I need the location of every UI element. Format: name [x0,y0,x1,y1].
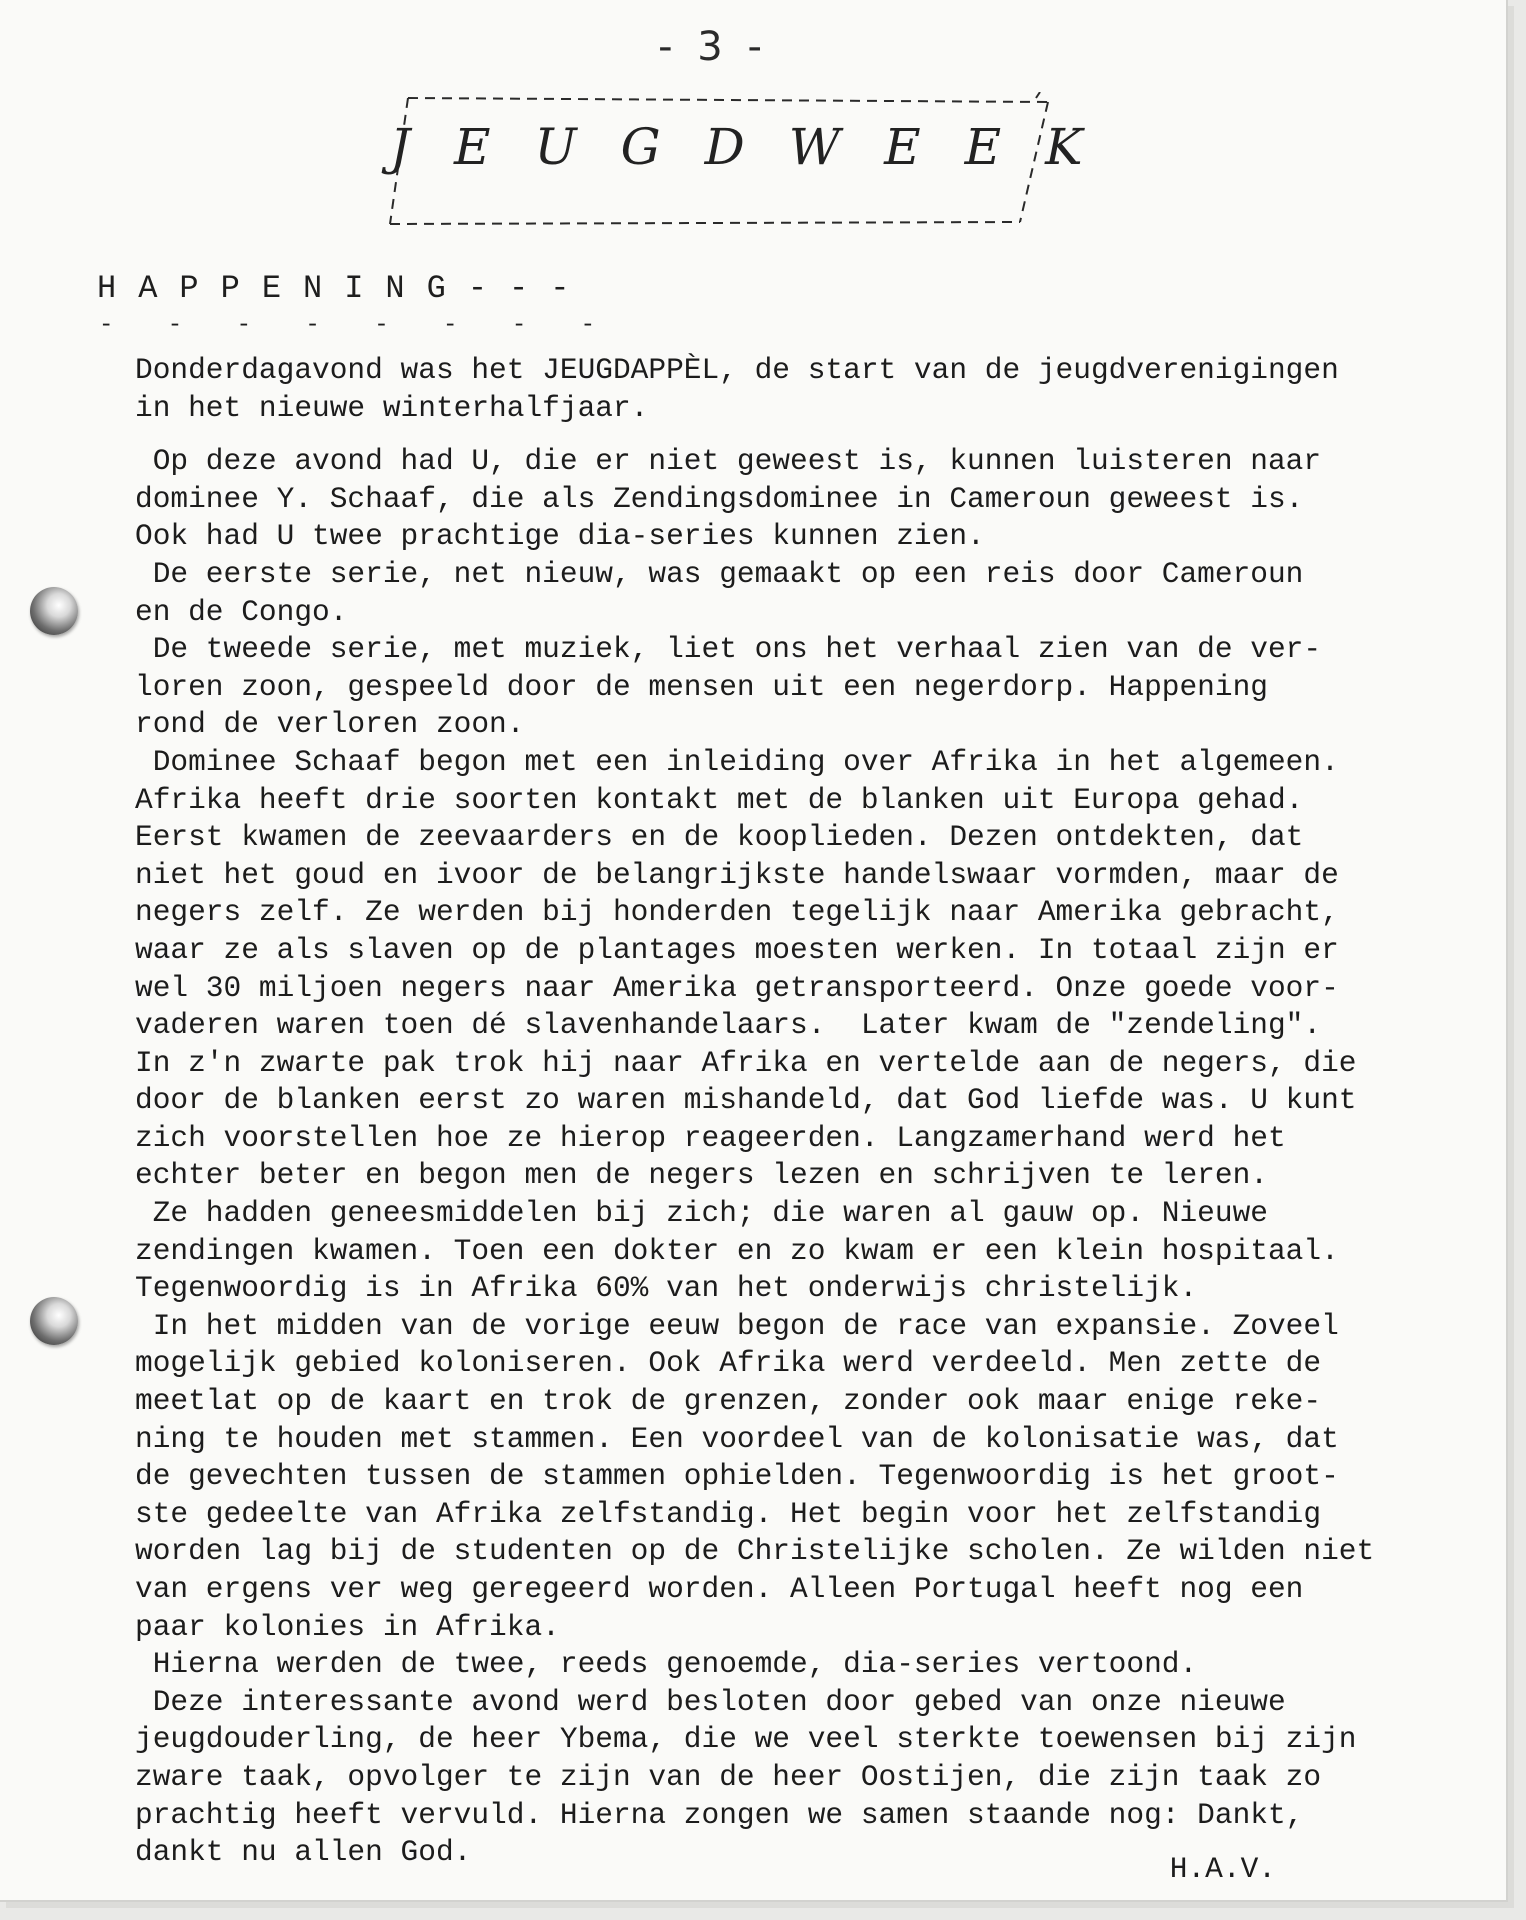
text-line: echter beter en begon men de negers lezen en schrijven te leren. [135,1158,1268,1193]
text-line: paar kolonies in Afrika. [135,1609,560,1644]
text-line: in het nieuwe winterhalfjaar. [135,390,649,425]
text-line: dankt nu allen God. [135,1835,472,1870]
text-line: In z'n zwarte pak trok hij naar Afrika en vertelde aan de negers, die [135,1045,1357,1080]
text-line: In het midden van de vorige eeuw begon de race van expansie. Zoveel [135,1308,1339,1343]
text-line: zware taak, opvolger te zijn van de heer Oostijen, die zijn taak zo [135,1759,1322,1794]
heading-underline: - - - - - - - - [99,312,616,339]
punch-hole [30,587,78,635]
text-line: van ergens ver weg geregeerd worden. Alleen Portugal heeft nog een [135,1572,1304,1606]
text-line: prachtig heeft vervuld. Hierna zongen we samen staande nog: Dankt, [135,1797,1304,1832]
text-line: worden lag bij de studenten op de Christelijke scholen. Ze wilden niet [135,1534,1375,1569]
section-heading: HAPPENING--- [97,270,592,307]
text-line: Ze hadden geneesmiddelen bij zich; die waren al gauw op. Nieuwe [135,1196,1268,1231]
text-line: en de Congo. [135,594,348,629]
paragraph [135,556,1435,631]
text-line: wel 30 miljoen negers naar Amerika getransporteerd. Onze goede voor- [135,970,1339,1005]
text-line: zich voorstellen hoe ze hierop reageerden. Langzamerhand werd het [135,1120,1286,1155]
text-line: Donderdagavond was het JEUGDAPPÈL, de start van de jeugdverenigingen [135,353,1339,387]
text-line: Hierna werden de twee, reeds genoemde, dia-series vertoond. [135,1647,1198,1682]
article-body [135,352,1435,1872]
text-line: ning te houden met stammen. Een voordeel van de kolonisatie was, dat [135,1421,1339,1456]
text-line: waar ze als slaven op de plantages moesten werken. In totaal zijn er [135,932,1339,967]
paragraph [135,631,1435,744]
text-line: Op deze avond had U, die er niet geweest is, kunnen luisteren naar [135,444,1322,479]
text-line: de gevechten tussen de stammen ophielden. Tegenwoordig is het groot- [135,1459,1339,1494]
text-line: loren zoon, gespeeld door de mensen uit een negerdorp. Happening [135,669,1268,704]
text-line: vaderen waren toen dé slavenhandelaars. Later kwam de "zendeling". [135,1008,1322,1043]
text-line: Deze interessante avond werd besloten door gebed van onze nieuwe [135,1684,1286,1719]
paragraph [135,1646,1435,1684]
text-line: De tweede serie, met muziek, liet ons het verhaal zien van de ver- [135,632,1322,667]
paragraph [135,1308,1435,1646]
text-line: mogelijk gebied koloniseren. Ook Afrika werd verdeeld. Men zette de [135,1346,1322,1381]
text-line: ste gedeelte van Afrika zelfstandig. Het begin voor het zelfstandig [135,1496,1322,1531]
text-line: Eerst kwamen de zeevaarders en de kooplieden. Dezen ontdekten, dat [135,820,1304,855]
paragraph [135,1195,1435,1308]
paragraph [135,744,1435,1195]
text-line: Ook had U twee prachtige dia-series kunnen zien. [135,519,985,554]
text-line: zendingen kwamen. Toen een dokter en zo kwam er een klein hospitaal. [135,1233,1339,1268]
paragraph [135,352,1435,427]
text-line: jeugdouderling, de heer Ybema, die we veel sterkte toewensen bij zijn [135,1722,1357,1757]
title-frame [360,92,1127,227]
text-line: De eerste serie, net nieuw, was gemaakt op een reis door Cameroun [135,556,1304,591]
text-line: negers zelf. Ze werden bij honderden tegelijk naar Amerika gebracht, [135,895,1339,930]
punch-hole [30,1297,78,1345]
paragraph [135,443,1435,556]
text-line: Dominee Schaaf begon met een inleiding over Afrika in het algemeen. [135,744,1339,779]
text-line: niet het goud en ivoor de belangrijkste handelswaar vormden, maar de [135,857,1339,892]
paragraph [135,1684,1435,1872]
page-title: JEUGDWEEK [390,118,1127,176]
signature: H.A.V. [1169,1852,1276,1886]
text-line: Tegenwoordig is in Afrika 60% van het onderwijs christelijk. [135,1271,1198,1306]
text-line: meetlat op de kaart en trok de grenzen, zonder ook maar enige reke- [135,1384,1322,1419]
text-line: door de blanken eerst zo waren mishandeld, dat God liefde was. U kunt [135,1083,1357,1118]
text-line: Afrika heeft drie soorten kontakt met de blanken uit Europa gehad. [135,782,1304,817]
text-line: rond de verloren zoon. [135,707,525,742]
text-line: dominee Y. Schaaf, die als Zendingsdominee in Cameroun geweest is. [135,481,1304,516]
page-number: - 3 - [658,24,768,70]
paragraph-gap [135,427,1435,443]
